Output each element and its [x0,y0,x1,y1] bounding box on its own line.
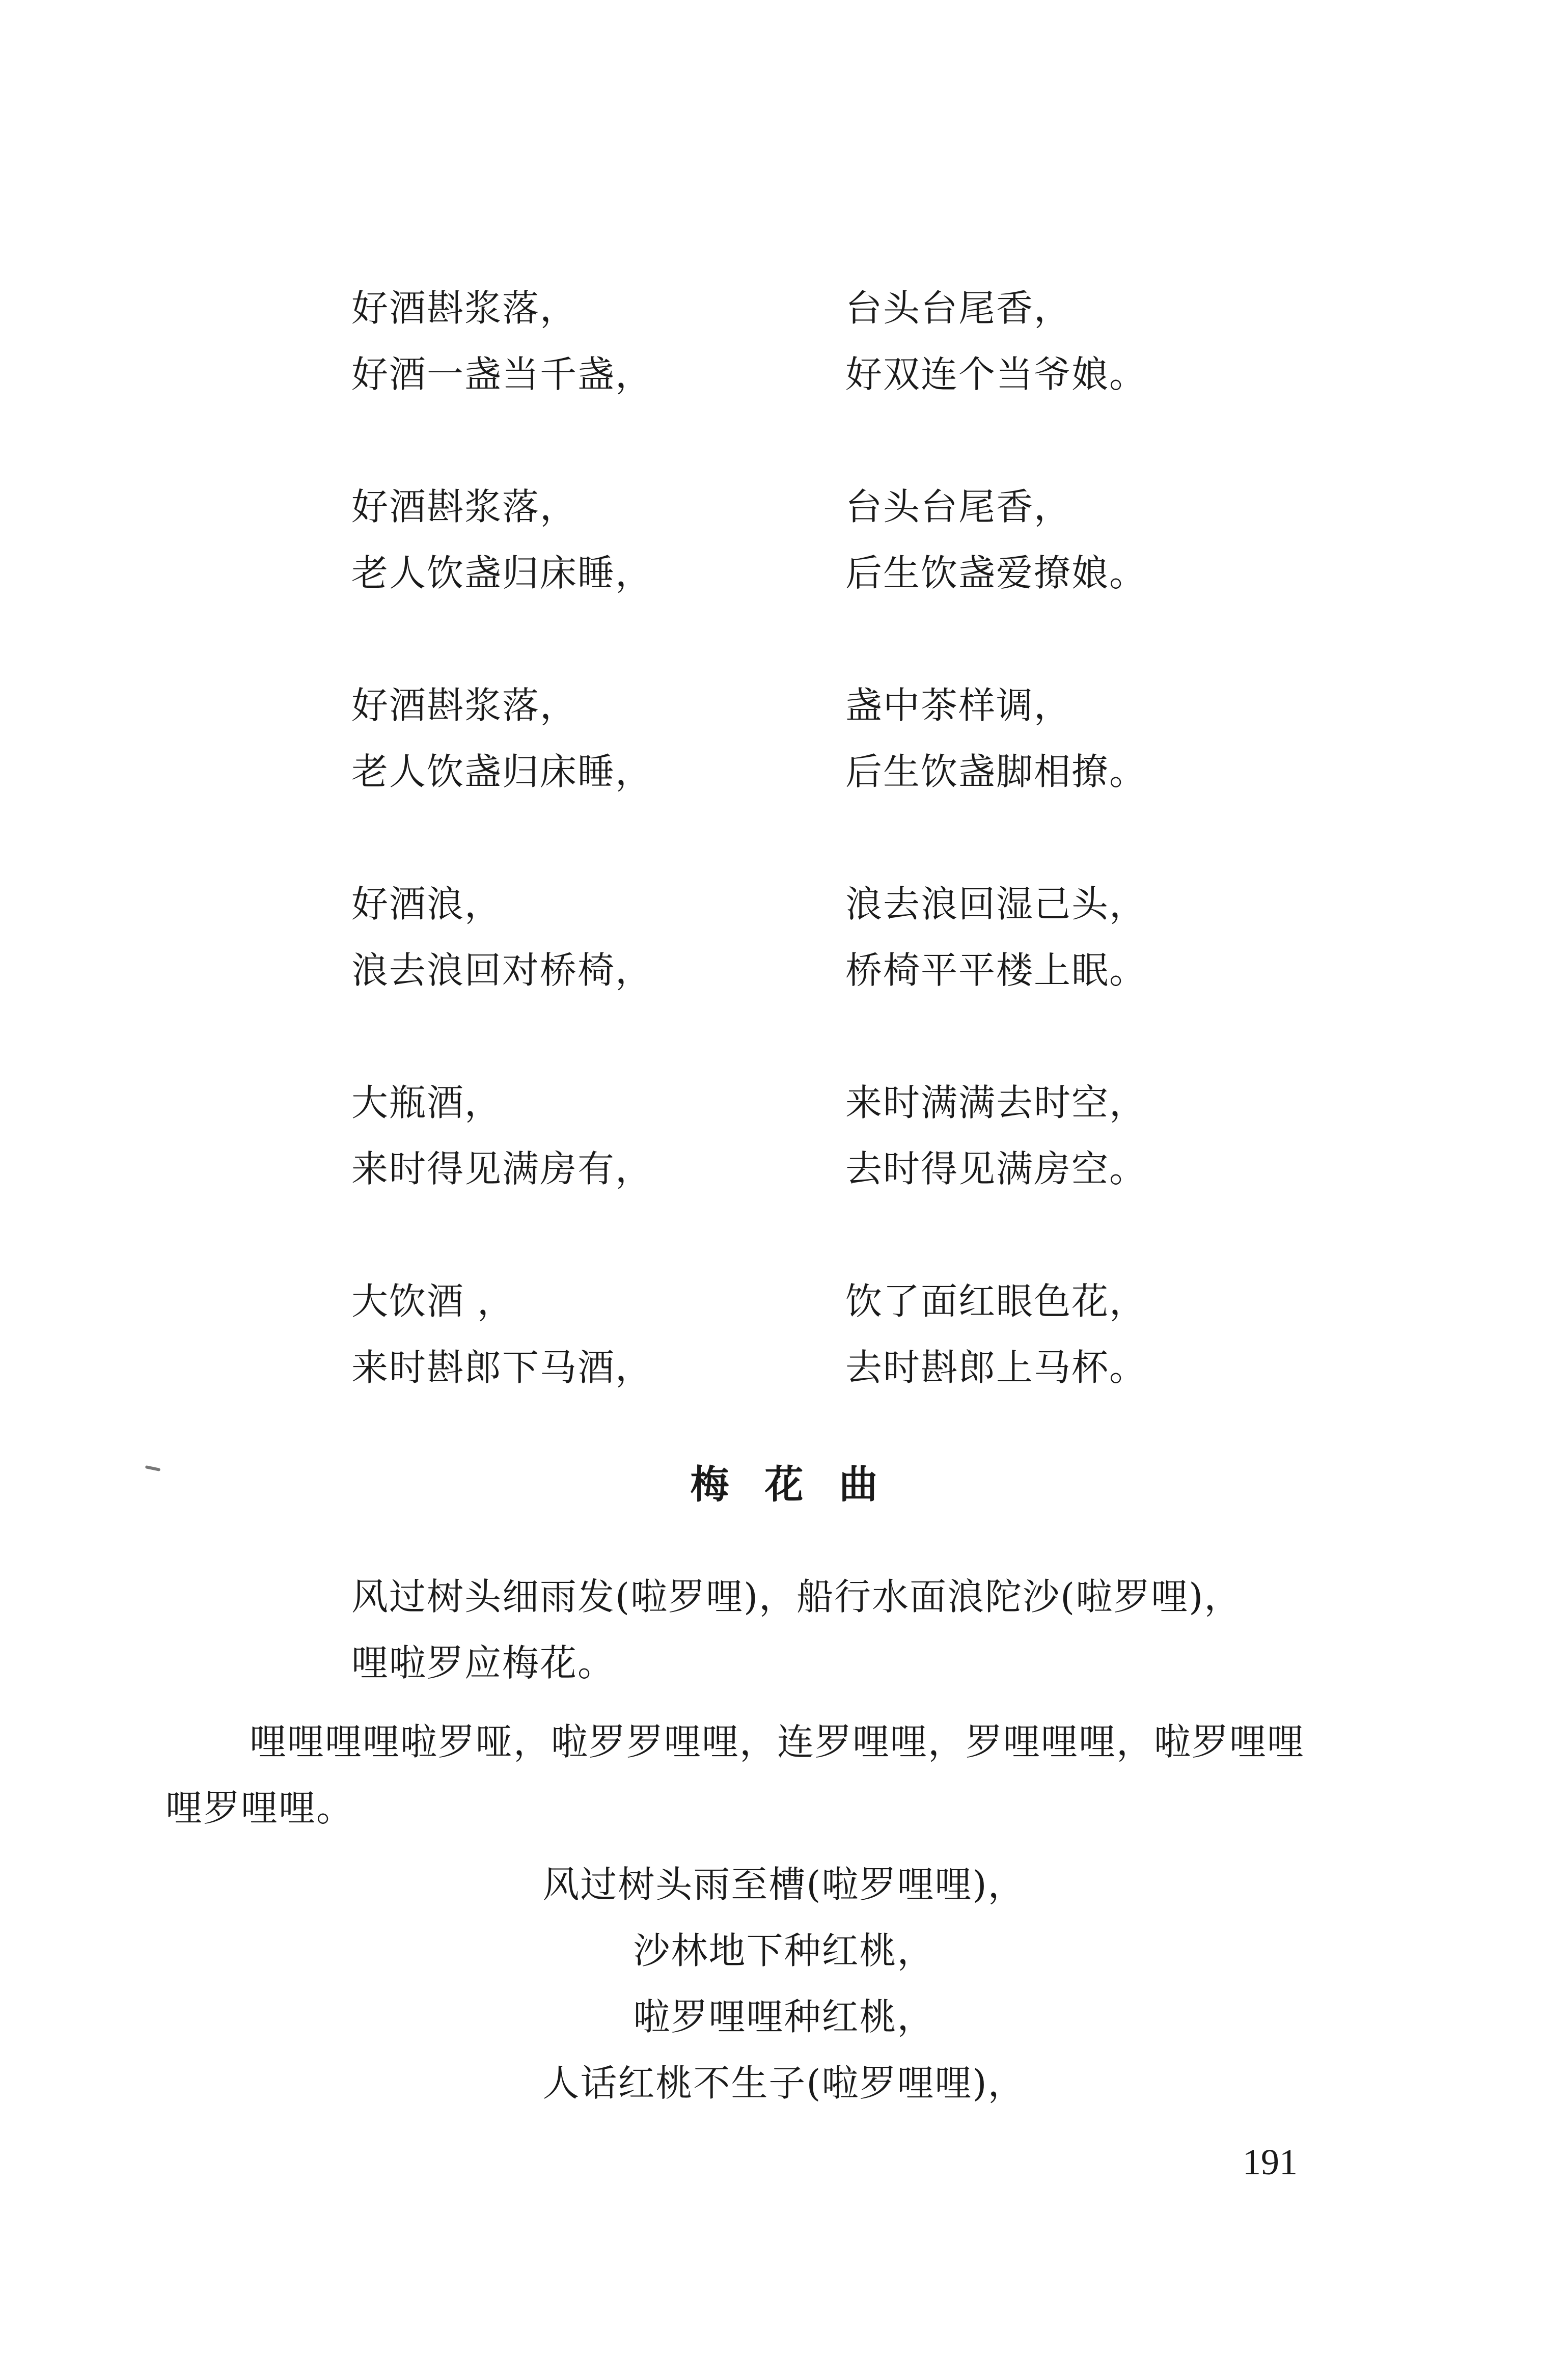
stanza-right-line: 好双连个当爷娘。 [845,353,1147,396]
verse-line: 哩啦罗应梅花。 [351,1642,616,1684]
stanza-right-line: 来时满满去时空， [845,1081,1147,1124]
stanza-left-line: 大饮酒 ， [351,1280,515,1323]
refrain-line: 哩罗哩哩。 [166,1787,354,1829]
stanza-left-line: 来时斟郎下马酒， [351,1346,653,1389]
stanza-right-line: 后生饮盏爱撩娘。 [845,552,1147,594]
stanza-left-line: 老人饮盏归床睡， [351,750,653,793]
stanza-right-line: 盏中茶样调， [845,684,1072,727]
page-number: 191 [1243,2142,1298,2182]
centered-line: 啦罗哩哩种红桃， [633,1996,935,2038]
stanza-left-line: 好酒斟浆落， [351,684,578,727]
stanza-right-line: 台头台尾香， [845,287,1072,330]
stanza-4 [0,879,1568,1011]
stanza-left-line: 来时得见满房有， [351,1147,653,1190]
stanza-left-line: 好酒一盏当千盏， [351,353,653,396]
stanza-left-line: 好酒斟浆落， [351,485,578,528]
stanza-2 [0,481,1568,614]
stanza-left-line: 老人饮盏归床睡， [351,552,653,594]
stanza-right-line: 去时得见满房空。 [845,1147,1147,1190]
stanza-left-line: 好酒斟浆落， [351,287,578,330]
stanza-left-line: 好酒浪， [351,883,503,925]
stanza-left-line: 大瓶酒， [351,1081,503,1124]
stanza-right-line: 后生饮盏脚相撩。 [845,750,1147,793]
centered-line: 风过树头雨至槽(啦罗哩哩)， [542,1863,1026,1906]
centered-line: 人话红桃不生子(啦罗哩哩)， [542,2062,1026,2104]
stanza-5 [0,1077,1568,1210]
stanza-right-line: 饮了面红眼色花， [845,1280,1147,1323]
stanza-left-line: 浪去浪回对桥椅， [351,949,653,992]
stanza-6 [0,1276,1568,1408]
refrain-line: 哩哩哩哩啦罗哑，啦罗罗哩哩，连罗哩哩，罗哩哩哩，啦罗哩哩 [250,1720,1305,1763]
stanza-1 [0,283,1568,415]
section-title: 梅花曲 [690,1462,914,1507]
centered-line: 沙林地下种红桃， [633,1929,935,1972]
stanza-right-line: 桥椅平平楼上眠。 [845,949,1147,992]
stanza-3 [0,680,1568,812]
stanza-right-line: 台头台尾香， [845,485,1072,528]
stanza-right-line: 浪去浪回湿己头， [845,883,1147,925]
verse-line: 风过树头细雨发(啦罗哩)，船行水面浪陀沙(啦罗哩)， [351,1575,1242,1618]
stanza-right-line: 去时斟郎上马杯。 [845,1346,1147,1389]
